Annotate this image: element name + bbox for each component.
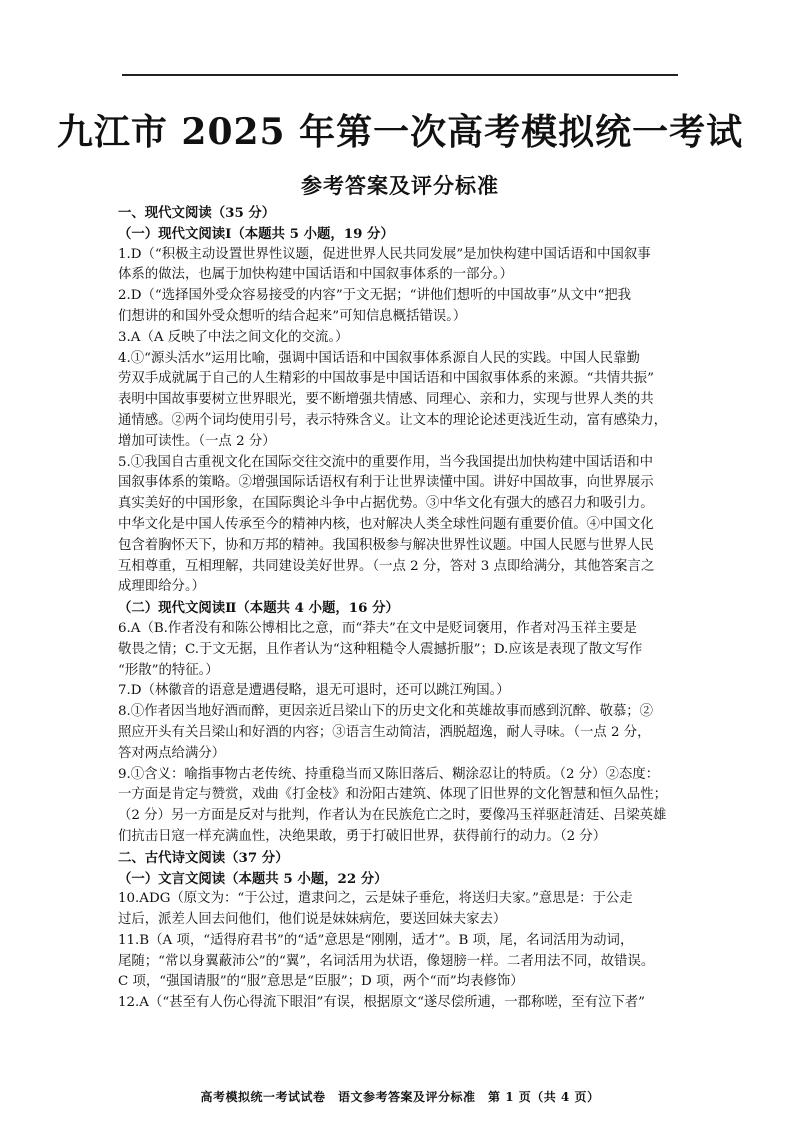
section-heading: （一）现代文阅读Ⅰ（本题共 5 小题，19 分） [118,225,394,242]
answer-line: 体系的做法，也属于加快构建中国话语和中国叙事体系的一部分。） [118,267,514,283]
section-heading: （二）现代文阅读Ⅱ（本题共 4 小题，16 分） [118,600,399,617]
answer-line: （2 分）另一方面是反对与批判，作者认为在民族危亡之时，要像冯玉祥驱赶清廷、吕梁英雄 [118,808,667,824]
answer-line: 10.ADG（原文为：“于公过，遣隶问之，云是妹子垂危，将送归夫家。”意思是：于公走 [118,891,633,907]
answer-line: 表明中国故事要树立世界眼光，要不断增强共情感、同理心、亲和力，实现与世界人类的共 [118,392,654,408]
answer-line: 国叙事体系的策略。②增强国际话语权有利于让世界读懂中国。讲好中国故事，向世界展示 [118,475,654,491]
answer-line: 9.①含义：喻指事物古老传统、持重稳当而又陈旧落后、糊涂忍让的特质。（2 分）②态度： [118,766,660,782]
answer-line: “形散”的特征。） [118,662,219,678]
answer-line: 包含着胸怀天下，协和万邦的精神。我国积极参与解决世界性议题。中国人民愿与世界人民 [118,537,654,553]
answer-line: 通情感。②两个词均使用引号，表示特殊含义。让文本的理论论述更浅近生动，富有感染力， [118,412,668,428]
section-heading: 一、现代文阅读（35 分） [118,205,276,221]
answer-line: 2.D（“选择国外受众容易接受的内容”于文无据；“讲他们想听的中国故事”从文中“把我 [118,288,632,304]
page-footer: 高考模拟统一考试试卷 语文参考答案及评分标准 第 1 页（共 4 页） [200,1090,600,1104]
answer-line: 们想讲的和国外受众想听的结合起来”可知信息概括错误。） [118,308,467,324]
answer-line: 互相尊重，互相理解，共同建设美好世界。（一点 2 分，答对 3 点即给满分，其他答案言之 [118,558,655,574]
answer-line: 劳双手成就属于自己的人生精彩的中国故事是中国话语和中国叙事体系的来源。“共情共振” [118,371,654,387]
section-heading: 二、古代诗文阅读（37 分） [118,849,289,866]
answer-line: 8.①作者因当地好酒而醉，更因亲近吕梁山下的历史文化和英雄故事而感到沉醉、敬慕；② [118,704,654,720]
sub-title: 参考答案及评分标准 [301,173,499,198]
answer-line: 5.①我国自古重视文化在国际交往交流中的重要作用，当今我国提出加快构建中国话语和中 [118,454,654,470]
answer-line: 增加可读性。（一点 2 分） [118,433,276,449]
top-rule [122,74,678,76]
answer-line: 尾随；“常以身翼蔽沛公”的“翼”，名词活用为状语，像翅膀一样。二者用法不同，故错误。 [118,953,655,969]
answer-line: 3.A（A 反映了中法之间文化的交流。） [118,329,349,345]
main-title: 九江市 2025 年第一次高考模拟统一考试 [56,111,744,153]
answer-line: 6.A（B.作者没有和陈公博相比之意，而“莽夫”在文中是贬词褒用，作者对冯玉祥主要是 [118,620,637,636]
answer-line: 11.B（A 项，“适得府君书”的“适”意思是“刚刚，适才”。B 项，尾，名词活用为动词， [118,932,634,948]
answer-line: C 项，“强国请服”的“服”意思是“臣服”；D 项，两个“而”均表修饰） [118,974,524,990]
answer-content [118,203,684,1014]
answer-line: 过后，派差人回去问他们，他们说是妹妹病危，要送回妹夫家去） [118,912,507,928]
answer-line: 敬畏之情；C.于文无据，且作者认为“这种粗糙令人震撼折服”；D.应该是表现了散文写作 [118,641,643,657]
answer-line: 4.①“源头活水”运用比喻，强调中国话语和中国叙事体系源自人民的实践。中国人民靠勤 [118,350,640,366]
answer-line: 成理即给分。） [118,579,206,595]
answer-line: 7.D（林徽音的语意是遭遇侵略，退无可退时，还可以跳江殉国。） [118,683,510,699]
answer-line: 真实美好的中国形象，在国际舆论斗争中占据优势。③中华文化有强大的感召力和吸引力。 [118,496,654,512]
answer-line: 12.A（“甚至有人伤心得流下眼泪”有误，根据原文“遂尽偿所逋，一郡称嗟，至有泣下者” [118,995,646,1011]
section-heading: （一）文言文阅读（本题共 5 小题，22 分） [118,870,388,887]
answer-line: 一方面是肯定与赞赏，戏曲《打金枝》和汾阳古建筑、体现了旧世界的文化智慧和恒久品性； [118,787,668,803]
answer-line: 中华文化是中国人传承至今的精神内核，也对解决人类全球性问题有重要价值。④中国文化 [118,516,654,532]
answer-line: 答对两点给满分） [118,745,226,761]
answer-line: 照应开头有关吕梁山和好酒的内容；③语言生动简洁，洒脱超逸，耐人寻味。（一点 2 分， [118,724,651,740]
answer-line: 1.D（“积极主动设置世界性议题，促进世界人民共同发展”是加快构建中国话语和中国叙事 [118,246,651,262]
answer-line: 们抗击日寇一样充满血性，决绝果敢，勇于打破旧世界，获得前行的动力。（2 分） [118,828,607,844]
